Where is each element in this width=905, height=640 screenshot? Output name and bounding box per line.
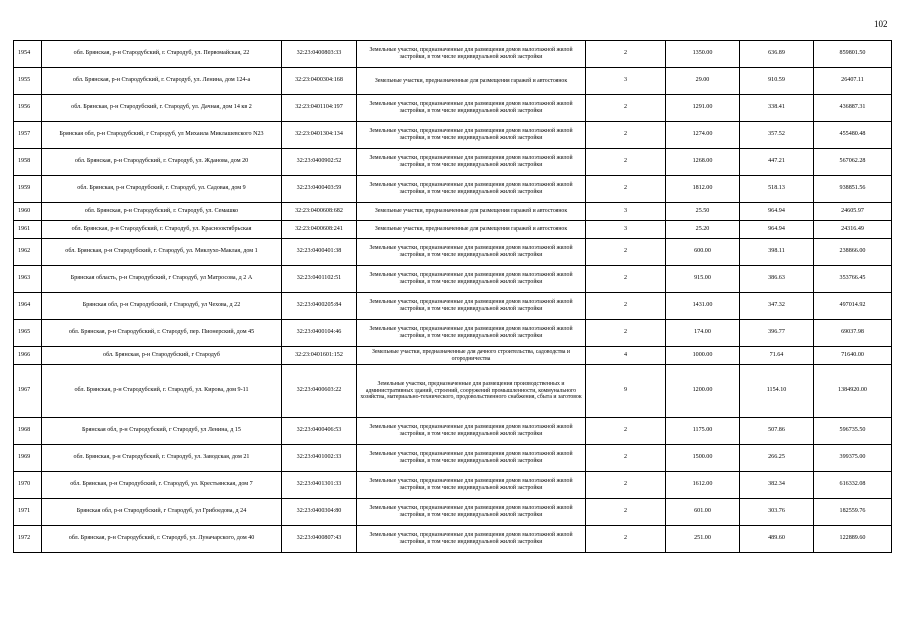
group-cell: 2 <box>586 266 666 293</box>
specific-value-cell: 964.94 <box>740 221 814 239</box>
row-number: 1963 <box>14 266 42 293</box>
group-cell: 2 <box>586 418 666 445</box>
area-cell: 1200.00 <box>666 365 740 418</box>
land-use-cell: Земельные участки, предназначенные для размещения домов малоэтажной жилой застройки, в том числе индивидуальной жилой застройки <box>357 472 586 499</box>
cadastral-number-cell: 32:23:0400406:53 <box>282 418 357 445</box>
land-use-cell: Земельные участки, предназначенные для размещения гаражей и автостоянок <box>357 68 586 95</box>
specific-value-cell: 964.94 <box>740 203 814 221</box>
row-number: 1958 <box>14 149 42 176</box>
cadastral-number-cell: 32:23:0400608:682 <box>282 203 357 221</box>
area-cell: 1291.00 <box>666 95 740 122</box>
table-row <box>14 320 892 347</box>
table-row <box>14 239 892 266</box>
land-use-cell: Земельные участки, предназначенные для размещения домов малоэтажной жилой застройки, в том числе индивидуальной жилой застройки <box>357 499 586 526</box>
group-cell: 2 <box>586 122 666 149</box>
row-number: 1957 <box>14 122 42 149</box>
group-cell: 2 <box>586 472 666 499</box>
cadastral-value-cell: 567062.28 <box>814 149 892 176</box>
area-cell: 1500.00 <box>666 445 740 472</box>
group-cell: 3 <box>586 221 666 239</box>
area-cell: 25.20 <box>666 221 740 239</box>
land-use-cell: Земельные участки, предназначенные для размещения производственных и административных зданий, строений, сооружений промышленности, коммунального хозяйства, материально-технического, продовольственного снабжения, сбыта и заготовок <box>357 365 586 418</box>
table-row <box>14 526 892 553</box>
area-cell: 1612.00 <box>666 472 740 499</box>
specific-value-cell: 266.25 <box>740 445 814 472</box>
group-cell: 4 <box>586 347 666 365</box>
cadastral-value-cell: 69037.98 <box>814 320 892 347</box>
land-use-cell: Земельные участки, предназначенные для размещения домов малоэтажной жилой застройки, в том числе индивидуальной жилой застройки <box>357 176 586 203</box>
table-row <box>14 418 892 445</box>
cadastral-value-cell: 353766.45 <box>814 266 892 293</box>
cadastral-number-cell: 32:23:0400304:80 <box>282 499 357 526</box>
cadastral-number-cell: 32:23:0400603:22 <box>282 365 357 418</box>
address-cell: обл. Брянская, р-н Стародубский, г. Стародуб, ул. Семашко <box>42 203 282 221</box>
table-row <box>14 122 892 149</box>
table-row <box>14 149 892 176</box>
area-cell: 251.00 <box>666 526 740 553</box>
address-cell: обл. Брянская, р-н Стародубский, г. Стародуб, ул. Садовая, дом 9 <box>42 176 282 203</box>
land-use-cell: Земельные участки, предназначенные для размещения домов малоэтажной жилой застройки, в том числе индивидуальной жилой застройки <box>357 293 586 320</box>
specific-value-cell: 447.21 <box>740 149 814 176</box>
row-number: 1967 <box>14 365 42 418</box>
group-cell: 2 <box>586 176 666 203</box>
cadastral-value-cell: 497014.92 <box>814 293 892 320</box>
area-cell: 174.00 <box>666 320 740 347</box>
cadastral-number-cell: 32:23:0400807:43 <box>282 526 357 553</box>
row-number: 1972 <box>14 526 42 553</box>
cadastral-number-cell: 32:23:0401002:33 <box>282 445 357 472</box>
cadastral-value-cell: 455480.48 <box>814 122 892 149</box>
group-cell: 2 <box>586 41 666 68</box>
area-cell: 1268.00 <box>666 149 740 176</box>
address-cell: обл. Брянская, р-н Стародубский, г. Стародуб, ул. Заводская, дом 21 <box>42 445 282 472</box>
area-cell: 1431.00 <box>666 293 740 320</box>
cadastral-number-cell: 32:23:0400608:241 <box>282 221 357 239</box>
area-cell: 25.50 <box>666 203 740 221</box>
row-number: 1964 <box>14 293 42 320</box>
page-number: 102 <box>874 19 888 29</box>
row-number: 1965 <box>14 320 42 347</box>
table-row <box>14 203 892 221</box>
cadastral-number-cell: 32:23:0401104:197 <box>282 95 357 122</box>
land-use-cell: Земельные участки, предназначенные для размещения домов малоэтажной жилой застройки, в том числе индивидуальной жилой застройки <box>357 266 586 293</box>
specific-value-cell: 910.59 <box>740 68 814 95</box>
area-cell: 915.00 <box>666 266 740 293</box>
specific-value-cell: 347.32 <box>740 293 814 320</box>
specific-value-cell: 303.76 <box>740 499 814 526</box>
row-number: 1955 <box>14 68 42 95</box>
group-cell: 2 <box>586 499 666 526</box>
land-use-cell: Земельные участки, предназначенные для размещения гаражей и автостоянок <box>357 221 586 239</box>
row-number: 1966 <box>14 347 42 365</box>
address-cell: обл. Брянская, р-н Стародубский, г. Стародуб, ул. Луначарского, дом 40 <box>42 526 282 553</box>
area-cell: 601.00 <box>666 499 740 526</box>
row-number: 1962 <box>14 239 42 266</box>
specific-value-cell: 386.63 <box>740 266 814 293</box>
specific-value-cell: 396.77 <box>740 320 814 347</box>
address-cell: обл. Брянская, р-н Стародубский, г. Стародуб, ул. Ленина, дом 124-а <box>42 68 282 95</box>
address-cell: обл. Брянская, р-н Стародубский, г. Стародуб, ул. Жданова, дом 20 <box>42 149 282 176</box>
land-use-cell: Земельные участки, предназначенные для размещения домов малоэтажной жилой застройки, в том числе индивидуальной жилой застройки <box>357 320 586 347</box>
land-use-cell: Земельные участки, предназначенные для размещения домов малоэтажной жилой застройки, в том числе индивидуальной жилой застройки <box>357 149 586 176</box>
area-cell: 29.00 <box>666 68 740 95</box>
land-use-cell: Земельные участки, предназначенные для размещения домов малоэтажной жилой застройки, в том числе индивидуальной жилой застройки <box>357 526 586 553</box>
row-number: 1970 <box>14 472 42 499</box>
cadastral-value-cell: 616332.08 <box>814 472 892 499</box>
cadastral-value-cell: 859801.50 <box>814 41 892 68</box>
row-number: 1960 <box>14 203 42 221</box>
cadastral-value-cell: 399375.00 <box>814 445 892 472</box>
specific-value-cell: 489.60 <box>740 526 814 553</box>
cadastral-value-cell: 596735.50 <box>814 418 892 445</box>
cadastral-number-cell: 32:23:0401601:152 <box>282 347 357 365</box>
specific-value-cell: 338.41 <box>740 95 814 122</box>
cadastral-value-cell: 436887.31 <box>814 95 892 122</box>
table-row <box>14 293 892 320</box>
address-cell: обл. Брянская, р-н Стародубский, г. Стародуб, ул. Кирова, дом 9-11 <box>42 365 282 418</box>
row-number: 1959 <box>14 176 42 203</box>
cadastral-number-cell: 32:23:0400304:168 <box>282 68 357 95</box>
specific-value-cell: 71.64 <box>740 347 814 365</box>
cadastral-value-cell: 24316.49 <box>814 221 892 239</box>
land-use-cell: Земельные участки, предназначенные для размещения домов малоэтажной жилой застройки, в том числе индивидуальной жилой застройки <box>357 418 586 445</box>
cadastral-number-cell: 32:23:0400401:38 <box>282 239 357 266</box>
area-cell: 1350.00 <box>666 41 740 68</box>
specific-value-cell: 636.89 <box>740 41 814 68</box>
table-body <box>14 41 892 553</box>
row-number: 1961 <box>14 221 42 239</box>
address-cell: Брянская область, р-н Стародубский, г Стародуб, ул Матросова, д 2 А <box>42 266 282 293</box>
specific-value-cell: 357.52 <box>740 122 814 149</box>
table-row <box>14 95 892 122</box>
address-cell: обл. Брянская, р-н Стародубский, г. Стародуб, ул. Миклухо-Маклая, дом 1 <box>42 239 282 266</box>
group-cell: 3 <box>586 68 666 95</box>
address-cell: обл. Брянская, р-н Стародубский, г. Стародуб, ул. Первомайская, 22 <box>42 41 282 68</box>
row-number: 1954 <box>14 41 42 68</box>
specific-value-cell: 398.11 <box>740 239 814 266</box>
table-row <box>14 68 892 95</box>
group-cell: 2 <box>586 320 666 347</box>
cadastral-number-cell: 32:23:0400104:46 <box>282 320 357 347</box>
land-use-cell: Земельные участки, предназначенные для размещения домов малоэтажной жилой застройки, в том числе индивидуальной жилой застройки <box>357 95 586 122</box>
address-cell: Брянская обл, р-н Стародубский, г Стародуб, ул Ленина, д 15 <box>42 418 282 445</box>
row-number: 1968 <box>14 418 42 445</box>
table-row <box>14 176 892 203</box>
land-use-cell: Земельные участки, предназначенные для размещения домов малоэтажной жилой застройки, в том числе индивидуальной жилой застройки <box>357 122 586 149</box>
address-cell: Брянская обл, р-н Стародубский, г Стародуб, ул Чехова, д 22 <box>42 293 282 320</box>
specific-value-cell: 507.86 <box>740 418 814 445</box>
land-use-cell: Земельные участки, предназначенные для размещения домов малоэтажной жилой застройки, в том числе индивидуальной жилой застройки <box>357 41 586 68</box>
cadastral-number-cell: 32:23:0400803:33 <box>282 41 357 68</box>
cadastral-number-cell: 32:23:0400902:52 <box>282 149 357 176</box>
cadastral-value-cell: 122889.60 <box>814 526 892 553</box>
address-cell: Брянская обл, р-н Стародубский, г Стародуб, ул Грибоедова, д 24 <box>42 499 282 526</box>
row-number: 1969 <box>14 445 42 472</box>
cadastral-number-cell: 32:23:0401304:134 <box>282 122 357 149</box>
cadastral-number-cell: 32:23:0400403:59 <box>282 176 357 203</box>
cadastral-value-cell: 1384920.00 <box>814 365 892 418</box>
table-row <box>14 221 892 239</box>
cadastral-number-cell: 32:23:0400205:84 <box>282 293 357 320</box>
land-use-cell: Земельные участки, предназначенные для размещения домов малоэтажной жилой застройки, в том числе индивидуальной жилой застройки <box>357 445 586 472</box>
address-cell: обл. Брянская, р-н Стародубский, г. Стародуб, ул. Крестьянская, дом 7 <box>42 472 282 499</box>
row-number: 1971 <box>14 499 42 526</box>
group-cell: 2 <box>586 95 666 122</box>
cadastral-value-table <box>13 40 892 553</box>
address-cell: обл. Брянская, р-н Стародубский, г. Стародуб, ул. Дачная, дом 14 кв 2 <box>42 95 282 122</box>
specific-value-cell: 1154.10 <box>740 365 814 418</box>
group-cell: 2 <box>586 293 666 320</box>
area-cell: 1274.00 <box>666 122 740 149</box>
table-row <box>14 499 892 526</box>
table-row <box>14 266 892 293</box>
land-use-cell: Земельные участки, предназначенные для дачного строительства, садоводства и огородничества <box>357 347 586 365</box>
row-number: 1956 <box>14 95 42 122</box>
area-cell: 1175.00 <box>666 418 740 445</box>
cadastral-value-cell: 182559.76 <box>814 499 892 526</box>
cadastral-value-cell: 26407.11 <box>814 68 892 95</box>
group-cell: 2 <box>586 526 666 553</box>
table-row <box>14 365 892 418</box>
group-cell: 2 <box>586 445 666 472</box>
specific-value-cell: 382.34 <box>740 472 814 499</box>
cadastral-value-cell: 71640.00 <box>814 347 892 365</box>
table-row <box>14 41 892 68</box>
cadastral-value-cell: 238866.00 <box>814 239 892 266</box>
cadastral-value-cell: 24605.97 <box>814 203 892 221</box>
cadastral-number-cell: 32:23:0401102:51 <box>282 266 357 293</box>
cadastral-number-cell: 32:23:0401301:33 <box>282 472 357 499</box>
land-use-cell: Земельные участки, предназначенные для размещения гаражей и автостоянок <box>357 203 586 221</box>
address-cell: обл. Брянская, р-н Стародубский, г. Стародуб, ул. Краснооктябрьская <box>42 221 282 239</box>
cadastral-value-cell: 938851.56 <box>814 176 892 203</box>
specific-value-cell: 518.13 <box>740 176 814 203</box>
address-cell: обл. Брянская, р-н Стародубский, г. Стародуб, пер. Пионерский, дом 45 <box>42 320 282 347</box>
table-row <box>14 347 892 365</box>
land-use-cell: Земельные участки, предназначенные для размещения домов малоэтажной жилой застройки, в том числе индивидуальной жилой застройки <box>357 239 586 266</box>
area-cell: 600.00 <box>666 239 740 266</box>
group-cell: 2 <box>586 149 666 176</box>
table-row <box>14 472 892 499</box>
group-cell: 2 <box>586 239 666 266</box>
area-cell: 1812.00 <box>666 176 740 203</box>
area-cell: 1000.00 <box>666 347 740 365</box>
group-cell: 9 <box>586 365 666 418</box>
table-row <box>14 445 892 472</box>
group-cell: 3 <box>586 203 666 221</box>
address-cell: обл. Брянская, р-н Стародубский, г Стародуб <box>42 347 282 365</box>
address-cell: Брянская обл, р-н Стародубский, г Стародуб, ул Михаила Миклашевского N23 <box>42 122 282 149</box>
